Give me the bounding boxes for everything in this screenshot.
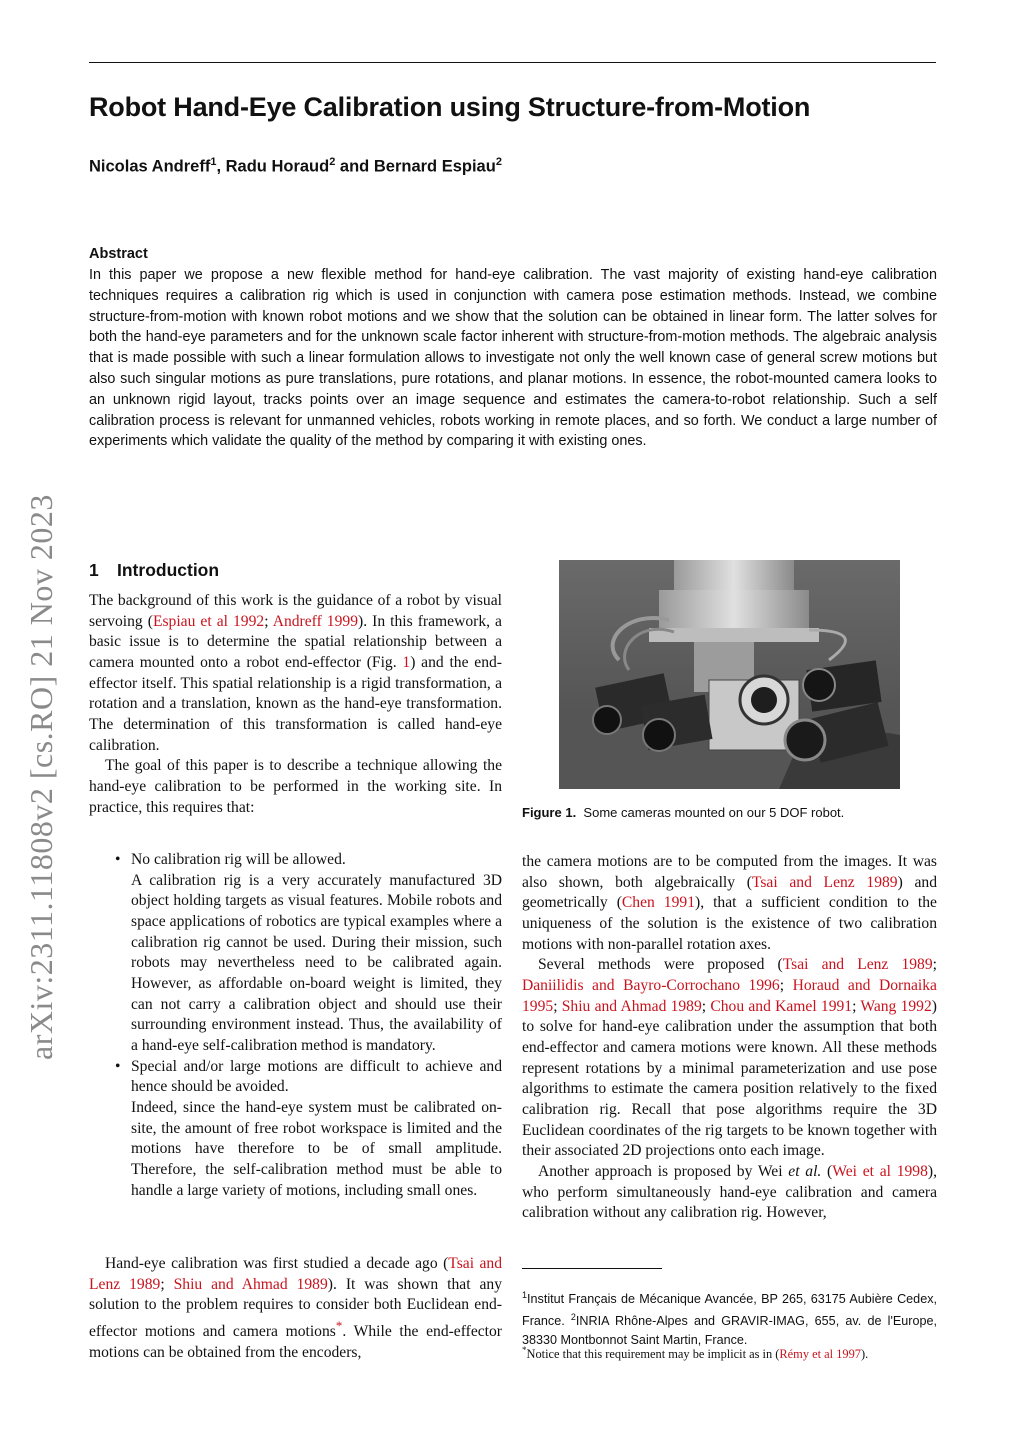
text-run: ), that a sufficient condition to the uniqueness of the solution is the existence of two calibration motions with non-parallel rotation axes. xyxy=(522,894,937,953)
paragraph xyxy=(522,955,937,1162)
footnote-number: 2 xyxy=(570,1312,576,1323)
text-run: The background of this work is the guidance of a robot by visual servoing ( xyxy=(89,592,502,630)
footnote-marker[interactable]: * xyxy=(335,1317,343,1333)
text-run: ). It was shown that any solution to the problem requires to consider both Euclidean end-effector motions and camera motions xyxy=(89,1275,502,1341)
figure-caption-text: Some cameras mounted on our 5 DOF robot. xyxy=(583,805,845,820)
citation-link[interactable]: Tsai and Lenz 1989 xyxy=(751,873,898,891)
figure-photo xyxy=(559,560,900,789)
list-item-head: No calibration rig will be allowed. xyxy=(131,851,346,868)
arxiv-stamp: arXiv:2311.11808v2 [cs.RO] 21 Nov 2023 xyxy=(23,494,59,1060)
paragraph xyxy=(89,1254,502,1363)
author-separator: , xyxy=(216,157,226,176)
citation-link[interactable]: Wang 1992 xyxy=(860,997,932,1015)
citation-link[interactable]: Shiu and Ahmad 1989 xyxy=(173,1275,328,1293)
citation-link[interactable]: Daniilidis and Bayro-Corrochano 1996 xyxy=(522,976,780,994)
citation-link[interactable]: Chen 1991 xyxy=(621,894,695,912)
text-run: ) to solve for hand-eye calibration under the assumption that both end-effector and camera motions were known. All these methods represent rotations by a minimal parameterization and use pose algorithms to estimate the camera position relatively to the fixed calibration rig. Recall that pose algorithms require the 3D Euclidean coordinates of the rig targets to be known together with their associated 2D projections onto each image. xyxy=(522,997,937,1160)
section-title: Introduction xyxy=(117,560,220,580)
footnote-number: 1 xyxy=(522,1290,528,1300)
abstract-text: In this paper we propose a new flexible method for hand-eye calibration. The vast majority of existing hand-eye calibration techniques requires a calibration rig which is used in conjunction with camera pose estimation methods. Instead, we combine structure-from-motion with known robot motions and we show that the solution can be obtained in linear form. The latter solves for both the hand-eye parameters and for the unknown scale factor inherent with structure-from-motion methods. The algebraic analysis that is made possible with such a linear formulation allows to investigate not only the well known case of general screw motions but also such singular motions as pure translations, pure rotations, and planar motions. In essence, the robot-mounted camera looks to an unknown rigid layout, tracks points over an image sequence and estimates the camera-to-robot relationship. Such a self calibration process is relevant for unmanned vehicles, robots working in remote places, and so forth. We conduct a large number of experiments which validate the quality of the method by comparing it with existing ones. xyxy=(89,267,937,450)
citation-link[interactable]: Andreff 1999 xyxy=(272,612,358,630)
text-run: ; xyxy=(264,612,273,630)
citation-link[interactable]: Chou and Kamel 1991 xyxy=(710,997,853,1015)
top-rule xyxy=(89,62,936,63)
intro-column-left-bottom xyxy=(89,1254,502,1363)
list-item xyxy=(89,1057,502,1202)
text-run: INRIA Rhône-Alpes and GRAVIR-IMAG, 655, av. de l'Europe, 38330 Montbonnot Saint Martin, France. xyxy=(522,1314,937,1347)
intro-column-left xyxy=(89,591,502,818)
star-footnote xyxy=(522,1341,937,1363)
requirements-list xyxy=(89,850,502,1201)
paragraph xyxy=(89,591,502,756)
citation-link[interactable]: Horaud and Dornaika 1995 xyxy=(522,976,937,1015)
text-run: ) and geometrically ( xyxy=(522,873,938,912)
author-name: Radu Horaud xyxy=(225,157,330,176)
abstract-heading: Abstract xyxy=(89,246,148,262)
author-affiliation: 1 xyxy=(210,156,217,168)
citation-link[interactable]: Tsai and Lenz 1989 xyxy=(89,1255,503,1293)
section-number: 1 xyxy=(89,560,99,580)
text-run: Institut Français de Mécanique Avancée, BP 265, 63175 Aubière Cedex, France. xyxy=(522,1292,937,1329)
figure-ref-link[interactable]: 1 xyxy=(402,653,411,671)
author-list xyxy=(89,156,502,177)
list-item xyxy=(89,850,502,1057)
text-run: ; xyxy=(701,997,711,1015)
intro-column-right xyxy=(522,852,937,1224)
text-run: ( xyxy=(821,1162,833,1180)
text-run: ) and the end-effector itself. This spatial relationship is a rigid transformation, a rotation and a translation, known as the hand-eye transformation. The determination of this transformation is called hand-eye calibration. xyxy=(89,653,502,754)
author-name: Nicolas Andreff xyxy=(89,157,211,176)
figure-caption xyxy=(522,805,844,820)
citation-link[interactable]: Tsai and Lenz 1989 xyxy=(782,956,933,974)
text-run-italic: et al. xyxy=(788,1162,822,1180)
paragraph xyxy=(522,1162,937,1224)
text-run: ; xyxy=(553,997,562,1015)
bullet-icon: • xyxy=(115,851,121,868)
text-run: . While the end-effector motions can be obtained from the encoders, xyxy=(89,1323,502,1361)
figure-label: Figure 1. xyxy=(522,805,577,820)
author-affiliation: 2 xyxy=(329,156,336,168)
paragraph: The goal of this paper is to describe a technique allowing the hand-eye calibration to be performed in the working site. In practice, this requires that: xyxy=(89,757,502,816)
text-run: ; xyxy=(779,976,793,994)
text-run: ). In this framework, a basic issue is to determine the spatial relationship between a camera mounted onto a robot end-effector (Fig. xyxy=(89,612,502,671)
text-run: ), who perform simultaneously hand-eye calibration and camera calibration without any calibration rig. However, xyxy=(522,1162,937,1222)
footnote-rule xyxy=(522,1268,662,1269)
citation-link[interactable]: Espiau et al 1992 xyxy=(152,612,265,630)
bullet-icon: • xyxy=(115,1057,121,1075)
text-run: ). xyxy=(860,1347,869,1362)
robot-cameras-photo xyxy=(559,560,900,789)
author-separator: and xyxy=(335,157,374,176)
text-run: Notice that this requirement may be implicit as in ( xyxy=(526,1347,780,1362)
paper-title: Robot Hand-Eye Calibration using Structure-from-Motion xyxy=(89,92,811,122)
text-run: Another approach is proposed by Wei xyxy=(538,1162,789,1180)
citation-link[interactable]: Shiu and Ahmad 1989 xyxy=(561,997,702,1015)
section-heading xyxy=(89,560,219,581)
citation-link[interactable]: Rémy et al 1997 xyxy=(779,1347,861,1362)
list-item-body: A calibration rig is a very accurately manufactured 3D object holding targets as visual features. Mobile robots and space applications of robotics are typical examples where a calibration rig cannot be used. During their mission, such robots may nevertheless need to be calibrated again. However, as affordable on-board weight is limited, they can not carry a calibration object and should use their surrounding environment instead. Thus, the availability of a hand-eye self-calibration method is mandatory. xyxy=(131,871,502,1054)
text-run: ; xyxy=(160,1275,174,1293)
list-item-head: Special and/or large motions are difficult to achieve and hence should be avoided. xyxy=(131,1057,502,1096)
text-run: Several methods were proposed ( xyxy=(538,956,783,974)
text-run: Hand-eye calibration was first studied a decade ago ( xyxy=(105,1255,449,1272)
text-run: ; xyxy=(932,956,937,974)
affiliation-footnote xyxy=(522,1286,937,1349)
footnote-marker: * xyxy=(522,1345,527,1355)
author-affiliation: 2 xyxy=(495,156,502,168)
text-run: ; xyxy=(852,997,861,1015)
author-name: Bernard Espiau xyxy=(373,157,496,176)
citation-link[interactable]: Wei et al 1998 xyxy=(832,1162,928,1180)
text-run: the camera motions are to be computed from the images. It was also shown, both algebraically ( xyxy=(522,853,937,891)
list-item-body: Indeed, since the hand-eye system must be calibrated on-site, the amount of free robot workspace is limited and the motions have therefore to be of small amplitude. Therefore, the self-calibration method must be able to handle a large variety of motions, including small ones. xyxy=(131,1098,502,1199)
paragraph xyxy=(522,852,937,955)
